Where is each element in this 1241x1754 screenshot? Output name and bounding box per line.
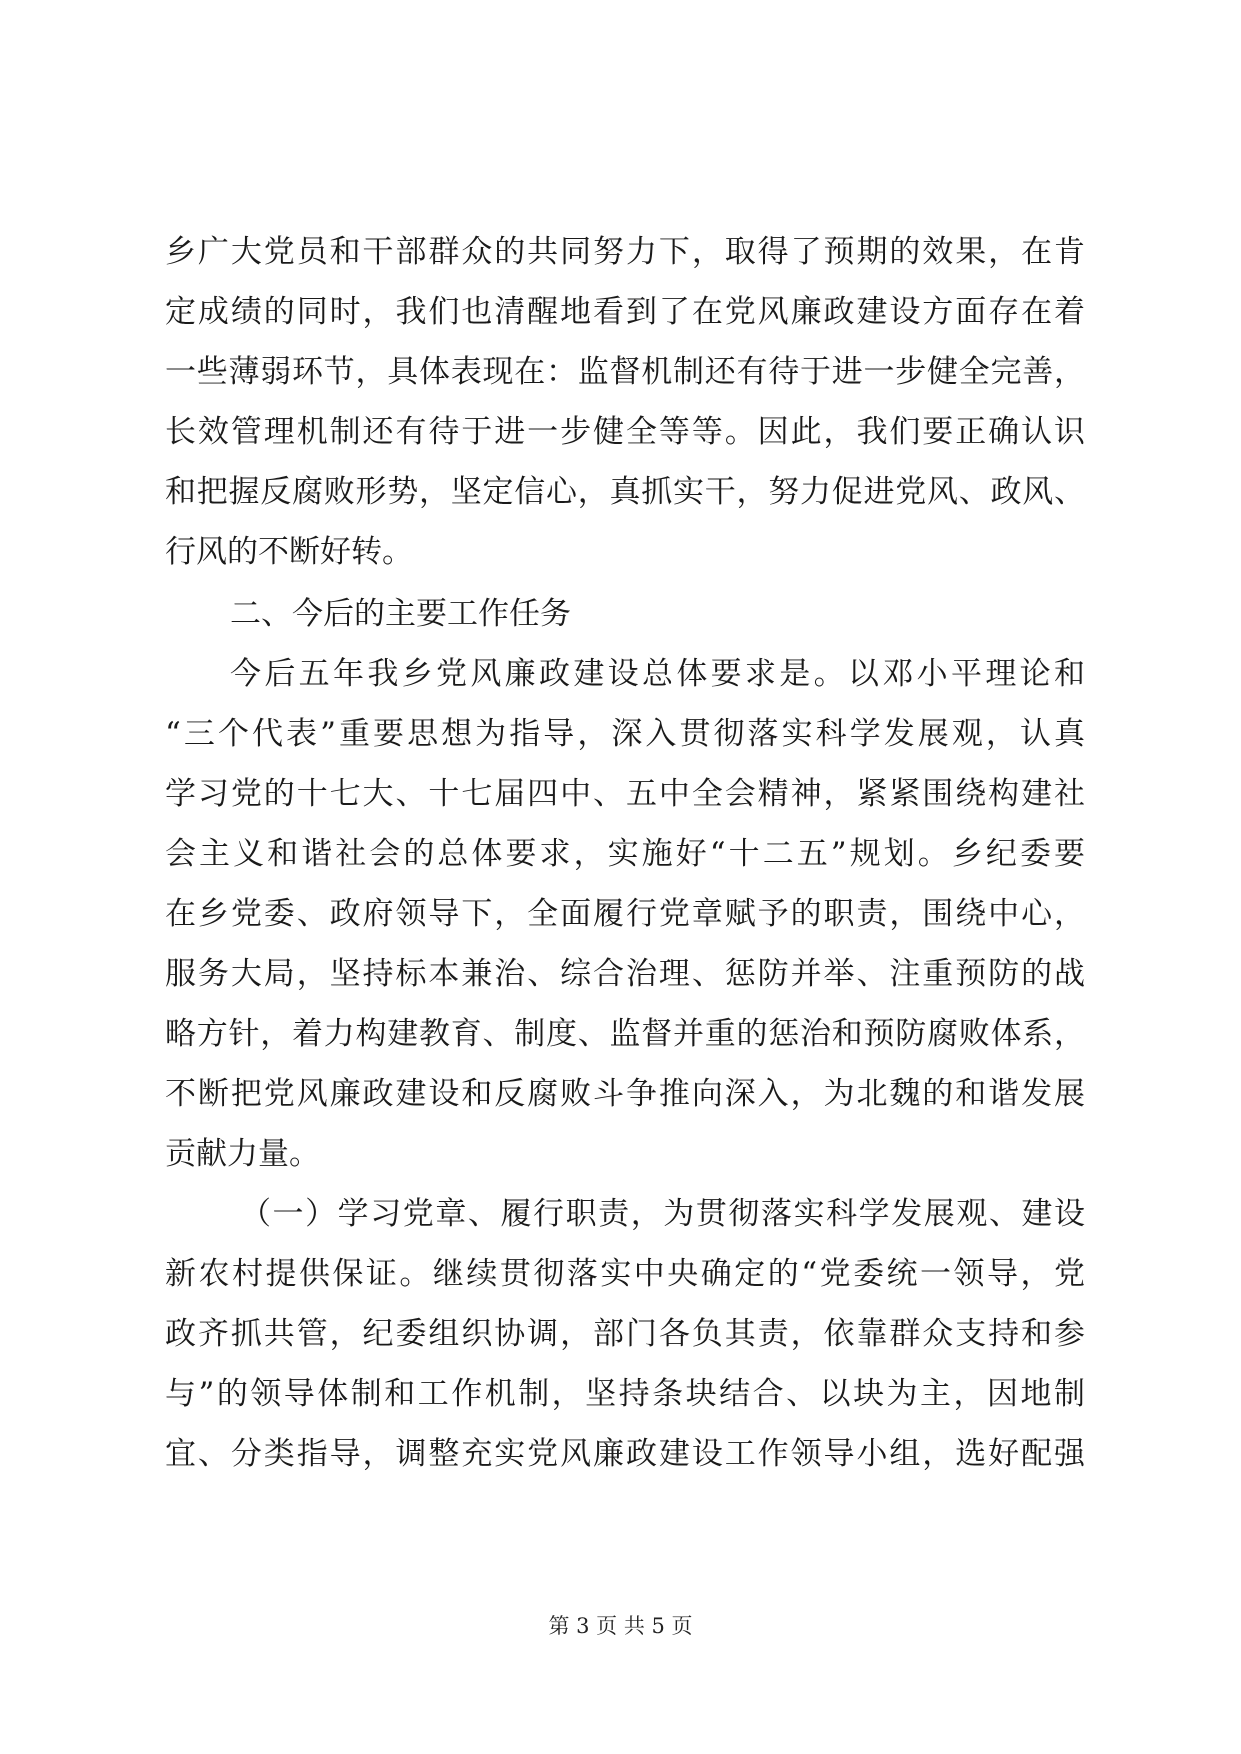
page-number-footer: 第 3 页 共 5 页	[548, 1614, 693, 1638]
paragraph-line: 和把握反腐败形势，坚定信心，真抓实干，努力促进党风、政风、	[165, 474, 1085, 510]
section-heading: 二、今后的主要工作任务	[230, 596, 571, 632]
paragraph-line: 今后五年我乡党风廉政建设总体要求是。以邓小平理论和	[230, 656, 1085, 692]
subsection-line: （一）学习党章、履行职责，为贯彻落实科学发展观、建设	[240, 1196, 1085, 1232]
paragraph-line: “三个代表”重要思想为指导，深入贯彻落实科学发展观，认真	[165, 716, 1085, 752]
paragraph-line: 学习党的十七大、十七届四中、五中全会精神，紧紧围绕构建社	[165, 776, 1085, 812]
paragraph-line: 会主义和谐社会的总体要求，实施好“十二五”规划。乡纪委要	[165, 836, 1085, 872]
paragraph-line: 政齐抓共管，纪委组织协调，部门各负其责，依靠群众支持和参	[165, 1316, 1085, 1352]
paragraph-line: 服务大局，坚持标本兼治、综合治理、惩防并举、注重预防的战	[165, 956, 1085, 992]
paragraph-line: 定成绩的同时，我们也清醒地看到了在党风廉政建设方面存在着	[165, 294, 1085, 330]
paragraph-line: 不断把党风廉政建设和反腐败斗争推向深入，为北魏的和谐发展	[165, 1076, 1085, 1112]
paragraph-line: 在乡党委、政府领导下，全面履行党章赋予的职责，围绕中心，	[165, 896, 1085, 932]
paragraph-line: 宜、分类指导，调整充实党风廉政建设工作领导小组，选好配强	[165, 1436, 1085, 1472]
paragraph-line: 贡献力量。	[165, 1136, 320, 1172]
paragraph-line: 一些薄弱环节，具体表现在：监督机制还有待于进一步健全完善，	[165, 354, 1085, 390]
paragraph-line: 行风的不断好转。	[165, 534, 413, 570]
paragraph-line: 新农村提供保证。继续贯彻落实中央确定的“党委统一领导，党	[165, 1256, 1085, 1292]
paragraph-line: 乡广大党员和干部群众的共同努力下，取得了预期的效果，在肯	[165, 234, 1085, 270]
paragraph-line: 略方针，着力构建教育、制度、监督并重的惩治和预防腐败体系，	[165, 1016, 1085, 1052]
paragraph-line: 长效管理机制还有待于进一步健全等等。因此，我们要正确认识	[165, 414, 1085, 450]
paragraph-line: 与”的领导体制和工作机制，坚持条块结合、以块为主，因地制	[165, 1376, 1085, 1412]
